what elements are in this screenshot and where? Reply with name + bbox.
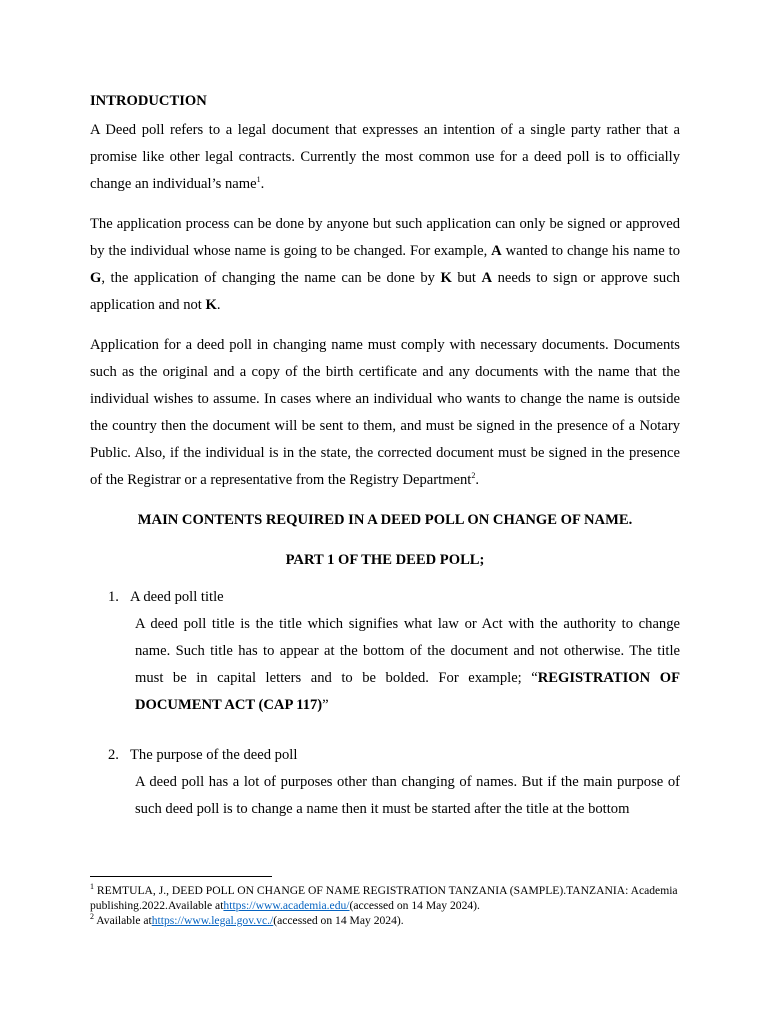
application-documents-end: . bbox=[475, 472, 479, 488]
footnote-mark: 1 bbox=[90, 882, 94, 892]
text-run: wanted to change his name to bbox=[501, 243, 680, 259]
list-item-label: The purpose of the deed poll bbox=[130, 747, 298, 763]
application-documents-text: Application for a deed poll in changing name must comply with necessary documents. Documents such as the original and a copy of the birth certificate and any documents with the name that the individual wishes to assume. In cases where an individual who wants to change the name is outside the country then the document will be sent to them, and must be signed in the presence of a Notary Public. Also, if the individual is in the state, the corrected document must be signed in the presence of the Registrar or a representative from the Registry Department bbox=[90, 337, 680, 488]
footnote-text: Available at bbox=[94, 914, 152, 927]
text-run: A deed poll title is the title which signifies what law or Act with the authority to change name. Such title has to appear at the bottom of the document and not otherwise. The title must be in capital letters and to be bolded. For example; “ bbox=[135, 616, 680, 686]
footnote-link[interactable]: https://www.academia.edu/ bbox=[223, 899, 350, 912]
text-run: but bbox=[451, 270, 482, 286]
footnote-separator bbox=[90, 876, 272, 877]
text-run: . bbox=[216, 297, 221, 313]
list-item-number: 2. bbox=[108, 747, 119, 763]
main-contents-heading: MAIN CONTENTS REQUIRED IN A DEED POLL ON CHANGE OF NAME. bbox=[137, 512, 633, 528]
intro-heading: INTRODUCTION bbox=[90, 93, 207, 109]
part-1-heading: PART 1 OF THE DEED POLL; bbox=[285, 552, 485, 568]
application-process-paragraph bbox=[90, 211, 680, 319]
footnote-ref-2[interactable]: 2 bbox=[471, 471, 476, 481]
list-item-purpose bbox=[90, 745, 680, 823]
list-item-description bbox=[135, 611, 680, 719]
footnote-mark: 2 bbox=[90, 912, 94, 922]
bold-letter-k: K bbox=[205, 297, 217, 313]
list-item-number: 1. bbox=[108, 589, 119, 605]
list-item-label: A deed poll title bbox=[130, 589, 224, 605]
list-item-heading bbox=[90, 587, 680, 607]
list-spacer bbox=[90, 719, 680, 745]
footnote-accessed: (accessed on 14 May 2024). bbox=[349, 899, 480, 912]
footnotes bbox=[90, 883, 690, 928]
footnote-ref-1[interactable]: 1 bbox=[256, 175, 261, 185]
document-body bbox=[90, 91, 680, 823]
footnote-accessed: (accessed on 14 May 2024). bbox=[273, 914, 404, 927]
bold-letter-k: K bbox=[440, 270, 452, 286]
text-run: needs to sign or approve such application and not bbox=[90, 270, 680, 313]
intro-paragraph-end: . bbox=[260, 176, 265, 192]
text-run: ” bbox=[322, 697, 329, 713]
intro-paragraph bbox=[90, 117, 680, 198]
bold-letter-a: A bbox=[491, 243, 502, 259]
footnote-1 bbox=[90, 883, 690, 913]
intro-paragraph-text: A Deed poll refers to a legal document that expresses an intention of a single party rather that a promise like other legal contracts. Currently the most common use for a deed poll is to officially change an individual’s name bbox=[90, 122, 680, 192]
application-documents-paragraph bbox=[90, 332, 680, 494]
footnote-2 bbox=[90, 913, 690, 928]
footnote-text: REMTULA, J., DEED POLL ON CHANGE OF NAME REGISTRATION TANZANIA (SAMPLE).TANZANIA: Academia publishing.2022.Available at bbox=[90, 884, 678, 912]
text-run: , the application of changing the name can be done by bbox=[101, 270, 441, 286]
list-item-heading bbox=[90, 745, 680, 765]
bold-letter-g: G bbox=[90, 270, 102, 286]
bold-act-title: REGISTRATION OF DOCUMENT ACT (CAP 117) bbox=[135, 670, 680, 713]
list-item-title bbox=[90, 587, 680, 719]
list-item-description: A deed poll has a lot of purposes other than changing of names. But if the main purpose of such deed poll is to change a name then it must be started after the title at the bottom bbox=[135, 774, 680, 817]
footnote-link[interactable]: https://www.legal.gov.vc./ bbox=[151, 914, 274, 927]
bold-letter-a: A bbox=[481, 270, 493, 286]
text-run: The application process can be done by anyone but such application can only be signed or approved by the individual whose name is going to be changed. For example, bbox=[90, 216, 680, 259]
